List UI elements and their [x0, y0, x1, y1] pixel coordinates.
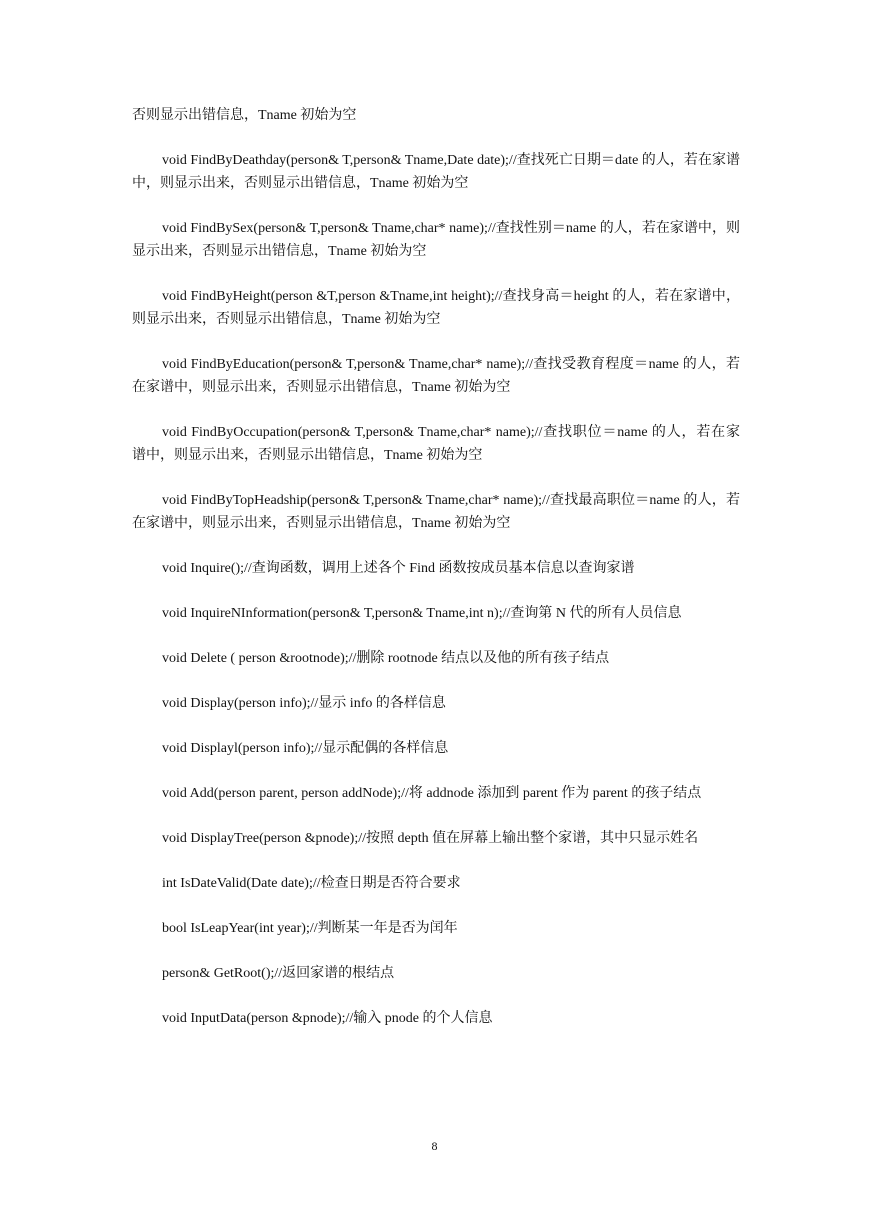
paragraph-find-by-sex: void FindBySex(person& T,person& Tname,char* name);//查找性别＝name 的人，若在家谱中，则显示出来，否则显示出错信息，Tname 初始为空 — [132, 221, 740, 259]
paragraph-continuation: 否则显示出错信息，Tname 初始为空 — [132, 108, 357, 123]
paragraph-delete: void Delete ( person &rootnode);//删除 rootnode 结点以及他的所有孩子结点 — [162, 651, 610, 666]
page-content — [132, 104, 740, 1052]
paragraph-get-root: person& GetRoot();//返回家谱的根结点 — [162, 966, 395, 981]
paragraph-display: void Display(person info);//显示 info 的各样信息 — [162, 696, 446, 711]
paragraph-is-date-valid: int IsDateValid(Date date);//检查日期是否符合要求 — [162, 876, 461, 891]
paragraph-find-by-deathday: void FindByDeathday(person& T,person& Tname,Date date);//查找死亡日期＝date 的人，若在家谱中，则显示出来，否则显示出错信息，Tname 初始为空 — [132, 153, 740, 191]
page-number: 8 — [431, 1139, 438, 1153]
paragraph-input-data: void InputData(person &pnode);//输入 pnode 的个人信息 — [162, 1011, 493, 1026]
paragraph-find-by-height: void FindByHeight(person &T,person &Tname,int height);//查找身高＝height 的人，若在家谱中，则显示出来，否则显示出错信息，Tname 初始为空 — [132, 289, 740, 327]
paragraph-add: void Add(person parent, person addNode);//将 addnode 添加到 parent 作为 parent 的孩子结点 — [162, 786, 702, 801]
paragraph-find-by-education: void FindByEducation(person& T,person& Tname,char* name);//查找受教育程度＝name 的人，若在家谱中，则显示出来，否则显示出错信息，Tname 初始为空 — [132, 357, 740, 395]
paragraph-inquire-n-information: void InquireNInformation(person& T,person& Tname,int n);//查询第 N 代的所有人员信息 — [162, 606, 682, 621]
paragraph-display-tree: void DisplayTree(person &pnode);//按照 depth 值在屏幕上输出整个家谱，其中只显示姓名 — [162, 831, 699, 846]
paragraph-find-by-top-headship: void FindByTopHeadship(person& T,person& Tname,char* name);//查找最高职位＝name 的人，若在家谱中，则显示出来，否则显示出错信息，Tname 初始为空 — [132, 493, 740, 531]
paragraph-is-leap-year: bool IsLeapYear(int year);//判断某一年是否为闰年 — [162, 921, 458, 936]
paragraph-find-by-occupation: void FindByOccupation(person& T,person& Tname,char* name);//查找职位＝name 的人，若在家谱中，则显示出来，否则显示出错信息，Tname 初始为空 — [132, 425, 740, 463]
paragraph-inquire: void Inquire();//查询函数，调用上述各个 Find 函数按成员基本信息以查询家谱 — [162, 561, 635, 576]
paragraph-display-spouse: void Displayl(person info);//显示配偶的各样信息 — [162, 741, 449, 756]
